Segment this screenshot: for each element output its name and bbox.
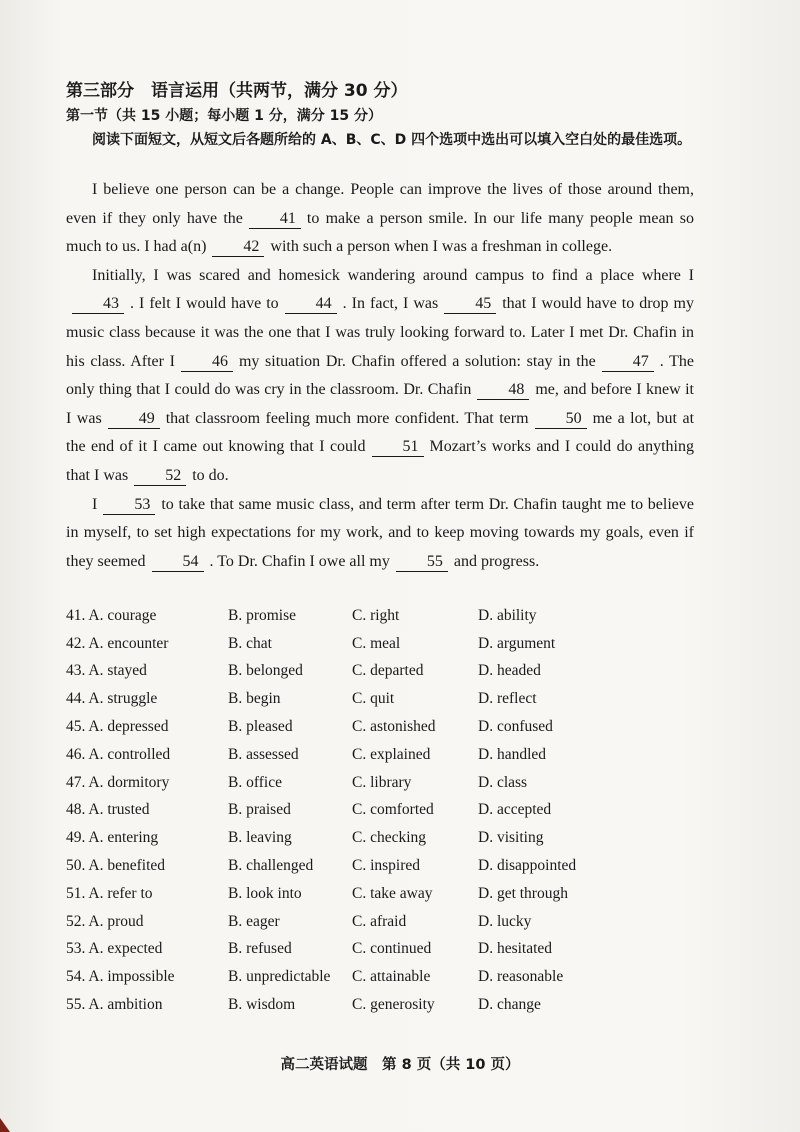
option-c: C. quit [352, 690, 395, 708]
option-d: D. reflect [478, 690, 537, 708]
option-b: B. eager [228, 912, 280, 930]
reading-passage [66, 176, 694, 576]
blank-46: 46 [181, 353, 233, 372]
question-47 [66, 769, 706, 797]
option-b: B. chat [228, 634, 272, 652]
option-a: 54. A. impossible [66, 968, 175, 986]
option-c: C. explained [352, 745, 431, 763]
question-55 [66, 991, 706, 1019]
question-53 [66, 936, 706, 964]
corner-mark [0, 1118, 10, 1132]
option-b: B. belonged [228, 662, 303, 680]
option-d: D. accepted [478, 801, 552, 819]
option-b: B. refused [228, 940, 292, 958]
option-a: 53. A. expected [66, 940, 163, 958]
option-a: 51. A. refer to [66, 884, 153, 902]
blank-42: 42 [212, 238, 264, 257]
option-d: D. get through [478, 884, 568, 902]
option-d: D. change [478, 996, 541, 1014]
blank-52: 52 [134, 467, 186, 486]
blank-50: 50 [535, 410, 587, 429]
question-45 [66, 713, 706, 741]
question-52 [66, 908, 706, 936]
option-d: D. headed [478, 662, 541, 680]
question-43 [66, 658, 706, 686]
option-a: 42. A. encounter [66, 634, 169, 652]
option-d: D. reasonable [478, 968, 564, 986]
instruction-text: 阅读下面短文，从短文后各题所给的 A、B、C、D 四个选项中选出可以填入空白处的最佳选项。 [92, 132, 692, 148]
question-41 [66, 602, 706, 630]
option-c: C. comforted [352, 801, 434, 819]
option-b: B. office [228, 773, 282, 791]
section-title: 第三部分 语言运用（共两节，满分 30 分） [66, 81, 408, 101]
option-c: C. generosity [352, 996, 435, 1014]
blank-47: 47 [602, 353, 654, 372]
blank-48: 48 [477, 381, 529, 400]
paragraph-1: I believe one person can be a change. People can improve the lives of those around them, even if they only have the 41 to make a person smile. In our life many people mean so much to us. I had a(n) 42 with such a person when I was a freshman in college. [66, 181, 695, 256]
option-a: 50. A. benefited [66, 857, 166, 875]
blank-44: 44 [285, 295, 337, 314]
option-b: B. assessed [228, 745, 299, 763]
option-c: C. astonished [352, 718, 436, 736]
option-c: C. inspired [352, 857, 421, 875]
question-50 [66, 852, 706, 880]
option-a: 55. A. ambition [66, 996, 163, 1014]
option-c: C. library [352, 773, 412, 791]
option-c: C. checking [352, 829, 427, 847]
option-c: C. take away [352, 884, 433, 902]
option-a: 41. A. courage [66, 606, 157, 624]
question-48 [66, 797, 706, 825]
option-d: D. disappointed [478, 857, 577, 875]
paragraph-2: Initially, I was scared and homesick wandering around campus to find a place where I43 . I felt I would have to 44 . In fact, I was 45 that I would have to drop my music class because it was the one that I was truly looking forward to. Later I met Dr. Chafin in his class. After I 46 my situation Dr. Chafin offered a solution: stay in the 47 . The only thing that I could do was cry in the classroom. Dr. Chafin 48 me, and before I knew it I was 49 that classroom feeling much more confident. That term 50 me a lot, but at the end of it I came out knowing that I could 51 Mozart’s works and I could do anything that I was 52 to do. [66, 266, 695, 484]
blank-54: 54 [152, 553, 204, 572]
option-a: 49. A. entering [66, 829, 159, 847]
option-d: D. lucky [478, 912, 532, 930]
answer-options [66, 602, 706, 1019]
option-b: B. unpredictable [228, 968, 331, 986]
option-a: 48. A. trusted [66, 801, 150, 819]
option-c: C. departed [352, 662, 424, 680]
option-c: C. meal [352, 634, 401, 652]
option-a: 44. A. struggle [66, 690, 158, 708]
question-51 [66, 880, 706, 908]
option-d: D. hesitated [478, 940, 553, 958]
option-c: C. right [352, 606, 400, 624]
sub-title: 第一节（共 15 小题；每小题 1 分，满分 15 分） [66, 108, 382, 124]
question-54 [66, 963, 706, 991]
blank-51: 51 [372, 438, 424, 457]
question-42 [66, 630, 706, 658]
option-c: C. afraid [352, 912, 407, 930]
option-a: 45. A. depressed [66, 718, 169, 736]
option-d: D. visiting [478, 829, 544, 847]
option-d: D. class [478, 773, 528, 791]
option-b: B. leaving [228, 829, 292, 847]
option-b: B. wisdom [228, 996, 296, 1014]
option-b: B. pleased [228, 718, 293, 736]
paragraph-3: I 53 to take that same music class, and term after term Dr. Chafin taught me to believe in myself, to set high expectations for my work, and to keep moving towards my goals, even if they seemed 54 . To Dr. Chafin I owe all my 55 and progress. [66, 495, 694, 570]
blank-43: 43 [72, 295, 124, 314]
question-49 [66, 824, 706, 852]
option-b: B. look into [228, 884, 302, 902]
option-a: 46. A. controlled [66, 745, 171, 763]
blank-55: 55 [396, 553, 448, 572]
question-44 [66, 685, 706, 713]
option-b: B. promise [228, 606, 297, 624]
option-b: B. challenged [228, 857, 314, 875]
option-a: 52. A. proud [66, 912, 144, 930]
blank-45: 45 [444, 295, 496, 314]
option-d: D. confused [478, 718, 553, 736]
option-b: B. begin [228, 690, 281, 708]
blank-41: 41 [249, 210, 301, 229]
blank-53: 53 [103, 496, 155, 515]
option-b: B. praised [228, 801, 291, 819]
question-46 [66, 741, 706, 769]
option-d: D. ability [478, 606, 537, 624]
option-d: D. handled [478, 745, 547, 763]
option-c: C. continued [352, 940, 432, 958]
page-footer: 高二英语试题 第 8 页（共 10 页） [280, 1057, 520, 1073]
blank-49: 49 [108, 410, 160, 429]
option-a: 43. A. stayed [66, 662, 147, 680]
option-c: C. attainable [352, 968, 431, 986]
option-a: 47. A. dormitory [66, 773, 170, 791]
option-d: D. argument [478, 634, 556, 652]
